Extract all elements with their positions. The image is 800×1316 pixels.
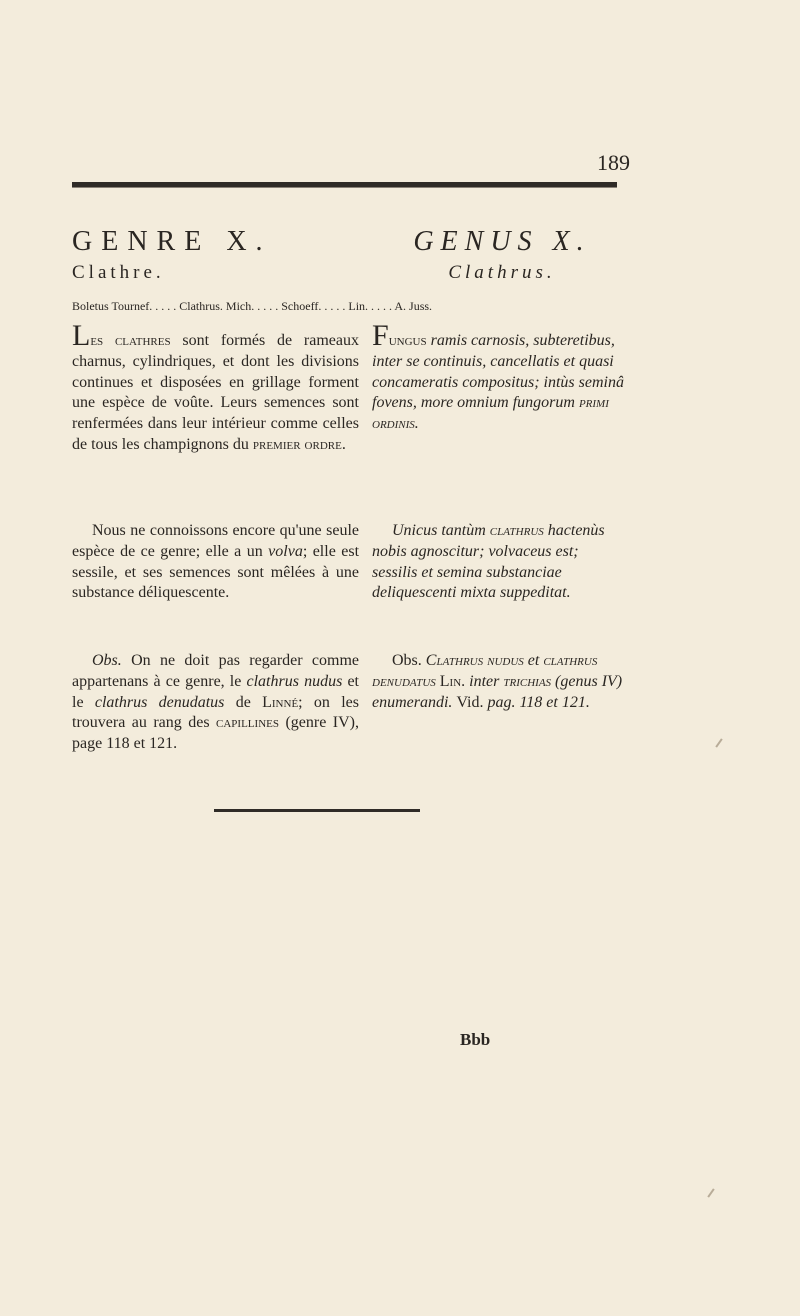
lead-words: es clathres — [90, 332, 171, 349]
paragraph-text: hactenùs nobis agnoscitur; volvaceus est; sessilis et semina substanciae deliquescenti mixta suppeditat. — [372, 522, 605, 602]
term-volva: volva — [268, 542, 303, 560]
signature-mark: Bbb — [460, 1030, 491, 1049]
paragraph-text: et — [523, 652, 544, 669]
french-observation — [72, 651, 359, 755]
lead-words: ungus — [388, 332, 427, 349]
vid-label: Vid. — [456, 693, 484, 711]
dropcap-l: L — [72, 319, 91, 352]
paragraph-text: Nous ne connoissons encore qu'une seule espèce de ce genre; elle a un — [72, 522, 359, 560]
stray-mark — [707, 1188, 714, 1197]
latin-observation — [372, 651, 627, 713]
closing-rule — [214, 809, 420, 812]
synonymy-line: Boletus Tournef. . . . . Clathrus. Mich. . . . . Schoeff. . . . . Lin. . . . . A. Juss. — [72, 299, 433, 313]
genus-name-latin — [382, 262, 622, 284]
paragraph-text: (genre IV), page 118 et 121. — [72, 714, 359, 753]
genre-title-latin: GENUS X. — [413, 226, 591, 257]
genus-reference: trichias — [503, 672, 552, 690]
paragraph-text: (genus IV) enumerandi. — [372, 672, 623, 711]
species-name: clathrus nudus — [246, 672, 343, 690]
paragraph-text: de — [224, 693, 263, 711]
species-name: clathrus denudatus — [94, 693, 225, 711]
paragraph-text: sont formés de rameaux charnus, cylindriques, et dont les divisions continues et disposées en grillage forment une espèce de voûte. Leurs semences sont renfermées dans leur intérieur comme celles de tous les champignons du — [72, 332, 359, 453]
genus-name-latin-text: Clathrus. — [448, 262, 556, 283]
header-rule — [72, 182, 617, 188]
author-name: Lin. — [439, 672, 466, 690]
stray-mark — [715, 738, 722, 747]
paragraph-text: On ne doit pas regarder comme appartenans à ce genre, le — [72, 652, 359, 690]
dropcap-f: F — [372, 319, 389, 352]
latin-paragraph-2 — [372, 521, 627, 604]
obs-label: Obs. — [92, 652, 122, 669]
french-paragraph-2 — [72, 521, 359, 604]
genus-name-french-text: Clathre. — [72, 262, 165, 283]
paragraph-text: inter — [465, 672, 504, 690]
paragraph-text: Unicus tantùm — [392, 522, 490, 539]
obs-label: Obs. — [392, 652, 422, 669]
paragraph-text: pag. 118 et 121. — [483, 693, 590, 711]
order-reference: primi ordinis. — [372, 394, 609, 433]
page-number: 189 — [597, 150, 630, 175]
order-reference: premier ordre. — [252, 435, 346, 453]
paragraph-text: ; on les trouvera au rang des — [72, 693, 360, 732]
paragraph-text: ; elle est sessile, et ses semences sont mêlées à une substance déliquescente. — [72, 542, 360, 602]
genus-name: clathrus — [489, 522, 544, 539]
latin-paragraph-1 — [372, 319, 627, 435]
species-name: Clathrus nudus — [425, 652, 524, 669]
genre-title-french: GENRE X. — [72, 226, 272, 257]
french-paragraph-1 — [72, 319, 359, 456]
paragraph-text: ramis carnosis, subteretibus, inter se continuis, cancellatis et quasi concameratis compositus; intùs seminâ fovens, more omnium fungorum — [372, 332, 624, 412]
author-name: Linné — [262, 693, 299, 711]
genus-name-french — [72, 262, 302, 284]
paragraph-text: et le — [72, 672, 359, 711]
genus-reference: capillines — [216, 714, 279, 732]
species-name: clathrus denudatus — [372, 652, 598, 690]
